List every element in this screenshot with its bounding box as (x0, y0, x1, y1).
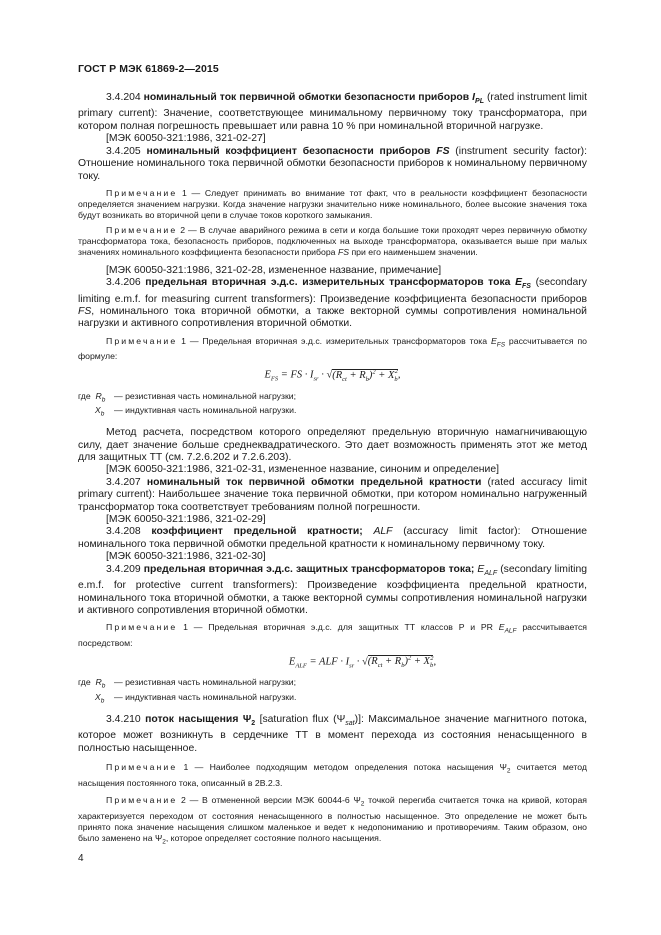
note: Примечание 2 — В отмененной версии МЭК 60044-6 $\Psi_2$ точкой перегиба считается точка на кривой, которая характеризуется переходом от состояния ненасыщенного в полностью насыщенное. Это определение не может быть принято пока значение насыщения слишком маленькое и ведет к недопониманию и противоречиям. Таким образом, оно было заменено на $\Psi_2$, которое определяет состояние полного насыщения. (78, 795, 587, 846)
formula-legend: где $R_b$ — резистивная часть номинальной нагрузки; $X_b$ — индуктивная часть номинальной нагрузки. (78, 390, 297, 419)
term-3-4-209: 3.4.209 предельная вторичная э.д.с. защитных трансформаторов тока; $E_{ALF}$ (secondary limiting e.m.f. for protective current transformers): Произведение коэффициента предельной кратности, номинального тока вторичной обмотки, а также векторной суммы сопротивления номинальной нагрузки и активного сопротивления вторичной обмотки. (78, 563, 588, 616)
formula-efs: $E_{FS}$ = FS · $I_{sr} \cdot √(R_{ct} + R_b)^2 + X_b^2$, (264, 368, 401, 383)
note: Примечание 2 — В случае аварийного режима в сети и когда большие токи проходят через первичную обмотку трансформатора тока, безопасность приборов, подключенных на выходе трансформатора, оказывается выше при малых значениях номинального коэффициента безопасности прибора FS при его наименьшем значении. (78, 225, 587, 257)
term-3-4-208: 3.4.208 коэффициент предельной кратности; ALF (accuracy limit factor): Отношение номинального тока первичной обмотки предельной кратности к номинальному первичному току. (78, 526, 587, 550)
page-number: 4 (78, 853, 84, 864)
term-3-4-205: 3.4.205 номинальный коэффициент безопасности приборов FS (instrument security factor): Отношение номинального тока первичной обмотки безопасности приборов к номинальному первичному току. (78, 145, 588, 182)
reference: [МЭК 60050-321:1986, 321-02-27] (106, 133, 266, 145)
term-title: предельная вторичная э.д.с. измерительных трансформаторов тока (145, 277, 511, 289)
term-title: номинальный ток первичной обмотки безопасности приборов (143, 92, 470, 103)
term-title: номинальный коэффициент безопасности приборов (146, 145, 431, 157)
formula-ealf: $E_{ALF}$ = ALF · $I_{sr} \cdot √(R_{ct} + R_b)^2 + X_b^2$, (288, 654, 437, 670)
reference: [МЭК 60050-321:1986, 321-02-31, измененное название, синоним и определение] (106, 464, 499, 476)
reference: [МЭК 60050-321:1986, 321-02-30] (106, 551, 266, 563)
term-title: коэффициент предельной кратности; (151, 526, 363, 538)
note: Примечание 1 — Предельная вторичная э.д.с. измерительных трансформаторов тока $E_{FS}$ рассчитывается по формуле: (78, 335, 587, 362)
term-3-4-206: 3.4.206 предельная вторичная э.д.с. измерительных трансформаторов тока $E_{FS}$ (secondary limiting e.m.f. for measuring current transformers): Произведение коэффициента безопасности приборов FS, номинального тока вторичной обмотки, а также векторной суммы сопротивления номинальной нагрузки и активного сопротивления вторичной обмотки. (78, 277, 587, 330)
document-header: ГОСТ Р МЭК 61869-2—2015 (78, 63, 219, 75)
term-3-4-204: 3.4.204 номинальный ток первичной обмотки безопасности приборов $I_{PL}$ (rated instrument limit primary current): Значение, соответствующее минимальному первичному току трансформатора, при котором полная погрешность превышает или равна 10 % при номинальной вторичной нагрузке. (78, 92, 588, 132)
note: Примечание 1 — Следует принимать во внимание тот факт, что в реальности коэффициент безопасности определяется значением нагрузки. Когда значение нагрузки значительно ниже номинального, более высокие значения тока будут возникать во вторичной цепи в случае токов короткого замыкания. (78, 187, 587, 220)
reference: [МЭК 60050-321:1986, 321-02-28, измененное название, примечание] (106, 264, 442, 276)
note: Примечание 1 — Наиболее подходящим методом определения потока насыщения $\Psi_2$ считается метод насыщения постоянного тока, описанный в 2В.2.3. (78, 762, 587, 788)
term-title: поток насыщения $\Psi_2$ (145, 713, 256, 727)
paragraph-method: Метод расчета, посредством которого определяют предельную вторичную намагничивающую силу, дает значение больше среднеквадратического. Это дает возможность применять этот же метод для защитных ТТ (см. 7.2.6.202 и 7.2.6.203). (78, 427, 587, 464)
note: Примечание 1 — Предельная вторичная э.д.с. для защитных ТТ классов P и PR $E_{ALF}$ рассчитывается посредством: (78, 622, 587, 648)
term-3-4-210: 3.4.210 поток насыщения $\Psi_2$ [saturation flux $(\Psi_{sat})$]: Максимальное значение магнитного потока, которое может возникнуть в сердечнике ТТ в момент перехода из состояния ненасыщенного в полностью насыщенное. (78, 713, 587, 754)
document-body (78, 92, 587, 848)
term-title: номинальный ток первичной обмотки предельной кратности (146, 476, 482, 488)
term-3-4-207: 3.4.207 номинальный ток первичной обмотки предельной кратности (rated accuracy limit primary current): Наибольшее значение тока первичной обмотки, при котором номинально нагруженный трансформатор тока соответствует требованиям полной погрешности. (78, 476, 587, 513)
formula-legend: где $R_b$ — резистивная часть номинальной нагрузки; $X_b$ — индуктивная часть номинальной нагрузки. (78, 677, 297, 705)
reference: [МЭК 60050-321:1986, 321-02-29] (106, 514, 266, 526)
term-title: предельная вторичная э.д.с. защитных трансформаторов тока; (143, 563, 475, 575)
